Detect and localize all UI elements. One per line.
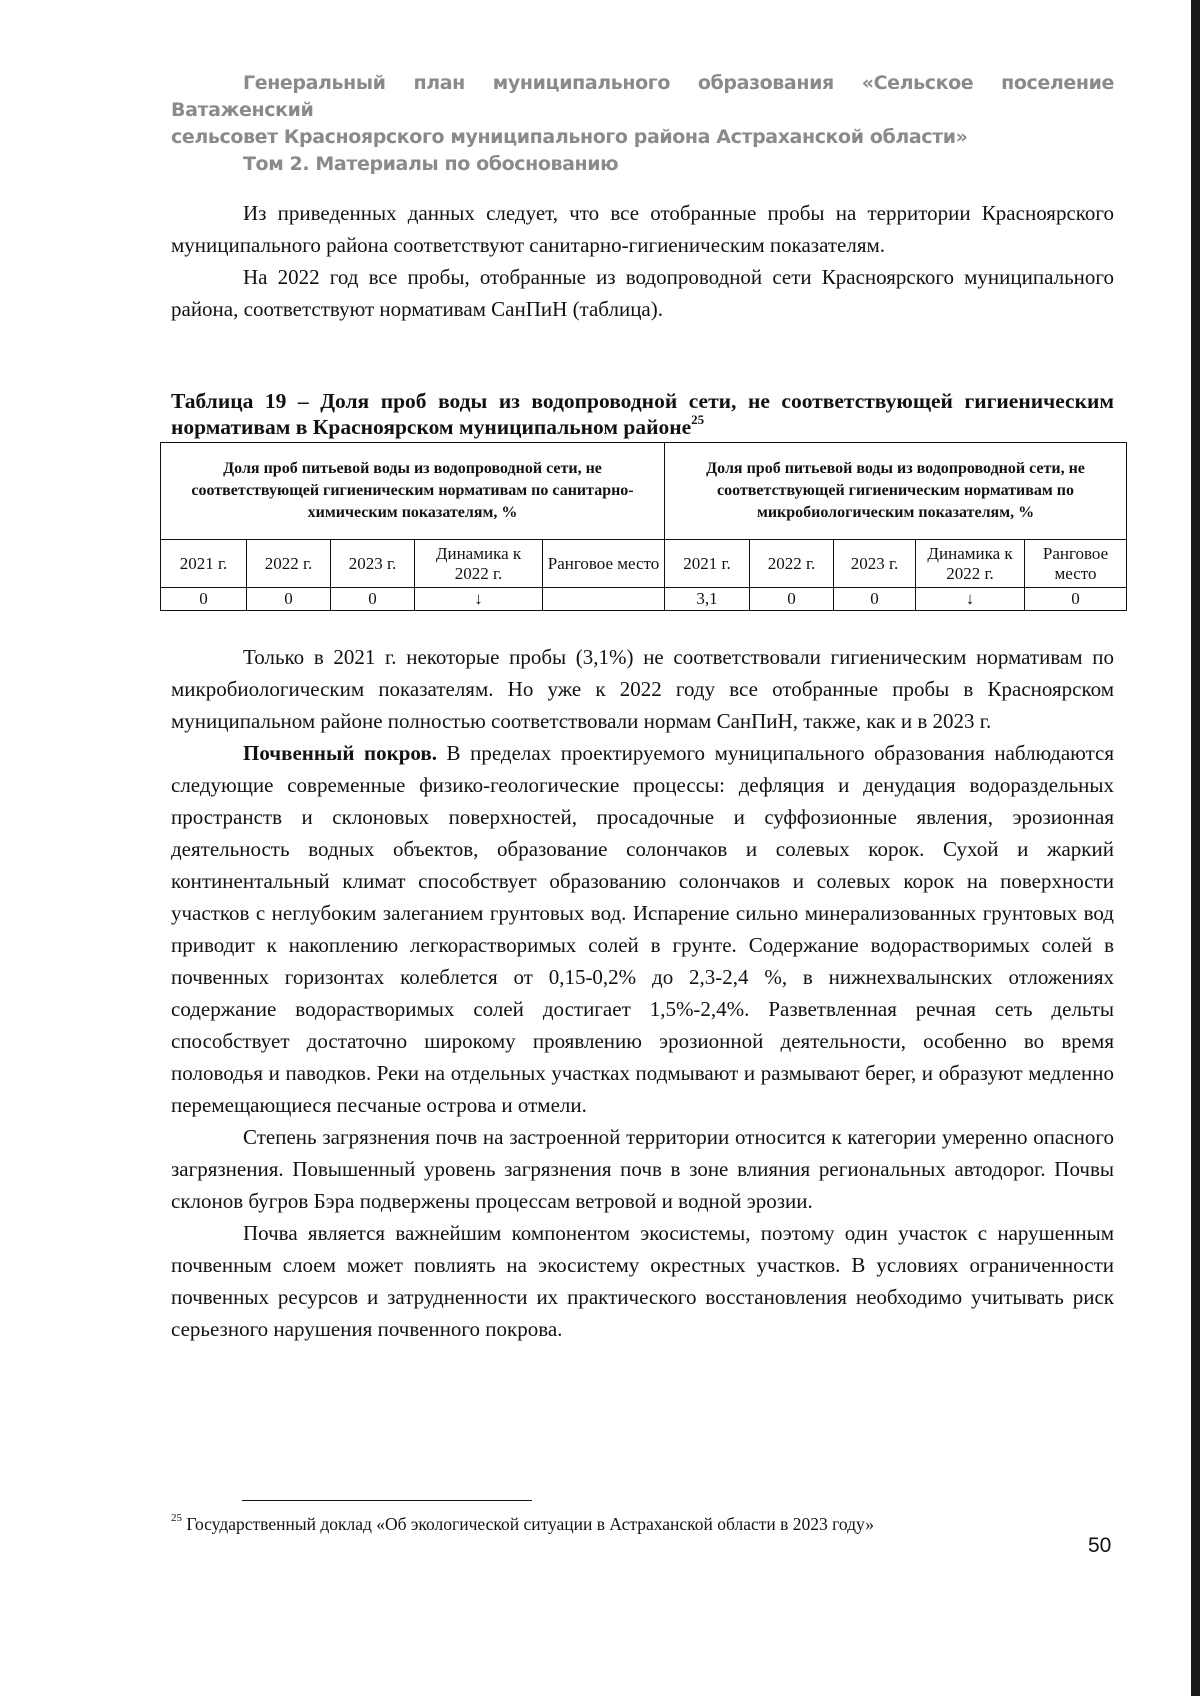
- group-header-microbiological: Доля проб питьевой воды из водопроводной сети, не соответствующей гигиеническим нормативам по микробиологическим показателям, %: [665, 443, 1127, 540]
- table-cell: 0: [331, 588, 415, 611]
- table-row: [161, 588, 1127, 611]
- column-header: 2021 г.: [161, 540, 247, 588]
- table-cell: ↓: [415, 588, 543, 611]
- water-samples-table: [160, 442, 1127, 611]
- column-header: Ранговое место: [1025, 540, 1127, 588]
- table-cell: 0: [247, 588, 331, 611]
- column-header: 2022 г.: [247, 540, 331, 588]
- table-cell: 0: [750, 588, 834, 611]
- table-column-header-row: [161, 540, 1127, 588]
- paragraph-intro-2: На 2022 год все пробы, отобранные из водопроводной сети Красноярского муниципального района, соответствуют нормативам СанПиН (таблица).: [171, 265, 1114, 321]
- column-header: 2022 г.: [750, 540, 834, 588]
- soil-cover-heading: Почвенный покров.: [243, 741, 437, 765]
- paragraph-soil-cover: [171, 737, 1114, 1121]
- page-edge-strip: [1191, 0, 1200, 1696]
- header-line-1: Генеральный план муниципального образования «Сельское поселение Ватаженский: [171, 72, 1114, 121]
- column-header: 2023 г.: [331, 540, 415, 588]
- table-cell: 3,1: [665, 588, 750, 611]
- column-header: 2021 г.: [665, 540, 750, 588]
- table-cell: 0: [161, 588, 247, 611]
- soil-cover-text: В пределах проектируемого муниципального образования наблюдаются следующие современные физико-геологические процессы: дефляция и денудация водораздельных пространств и склоновых поверхностей, просадочные и суффозионные явления, эрозионная деятельность водных объектов, образование солончаков и солевых корок. Сухой и жаркий континентальный климат способствует образованию солончаков и солевых корок на поверхности участков с неглубоким залеганием грунтовых вод. Испарение сильно минерализованных грунтовых вод приводит к накоплению легкорастворимых солей в грунте. Содержание водорастворимых солей в почвенных горизонтах колеблется от 0,15-0,2% до 2,3-2,4 %, в нижнехвалынских отложениях содержание водорастворимых солей достигает 1,5%-2,4%. Разветвленная речная сеть дельты способствует достаточно широкому проявлению эрозионной деятельности, особенно во время половодья и паводков. Реки на отдельных участках подмывают и размывают берег, и образуют медленно перемещающиеся песчаные острова и отмели.: [171, 741, 1115, 1117]
- table-cell: 0: [834, 588, 916, 611]
- footnote: [171, 1513, 1114, 1535]
- header-line-3: Том 2. Материалы по обоснованию: [243, 153, 619, 175]
- document-header: [171, 70, 1114, 178]
- table-cell: 0: [1025, 588, 1127, 611]
- intro-section: [171, 197, 1114, 325]
- paragraph-soil-pollution: Степень загрязнения почв на застроенной территории относится к категории умеренно опасного загрязнения. Повышенный уровень загрязнения почв в зоне влияния региональных автодорог. Почвы склонов бугров Бэра подвержены процессам ветровой и водной эрозии.: [171, 1125, 1114, 1213]
- header-line-2: сельсовет Красноярского муниципального района Астраханской области»: [171, 126, 968, 148]
- footnote-text: Государственный доклад «Об экологической ситуации в Астраханской области в 2023 году»: [182, 1514, 874, 1534]
- column-header: 2023 г.: [834, 540, 916, 588]
- paragraph-soil-ecosystem: Почва является важнейшим компонентом экосистемы, поэтому один участок с нарушенным почвенным слоем может повлиять на экосистему окрестных участков. В условиях ограниченности почвенных ресурсов и затрудненности их практического восстановления необходимо учитывать риск серьезного нарушения почвенного покрова.: [171, 1221, 1114, 1341]
- main-text-section: [171, 641, 1114, 1345]
- table-caption: [171, 388, 1114, 440]
- paragraph-intro-1: Из приведенных данных следует, что все отобранные пробы на территории Красноярского муниципального района соответствуют санитарно-гигиеническим показателям.: [171, 201, 1114, 257]
- table-caption-text: Таблица 19 – Доля проб воды из водопроводной сети, не соответствующей гигиеническим нормативам в Красноярском муниципальном районе: [171, 389, 1114, 439]
- paragraph-water-summary: Только в 2021 г. некоторые пробы (3,1%) не соответствовали гигиеническим нормативам по микробиологическим показателям. Но уже к 2022 году все отобранные пробы в Красноярском муниципальном районе полностью соответствовали нормам СанПиН, также, как и в 2023 г.: [171, 645, 1114, 733]
- table-cell: [543, 588, 665, 611]
- group-header-chemical: Доля проб питьевой воды из водопроводной сети, не соответствующей гигиеническим нормативам по санитарно-химическим показателям, %: [161, 443, 665, 540]
- column-header: Ранговое место: [543, 540, 665, 588]
- table-group-header-row: [161, 443, 1127, 540]
- column-header: Динамика к 2022 г.: [916, 540, 1025, 588]
- column-header: Динамика к 2022 г.: [415, 540, 543, 588]
- table-cell: ↓: [916, 588, 1025, 611]
- footnote-separator: [242, 1500, 532, 1501]
- footnote-ref: 25: [171, 1512, 182, 1524]
- caption-footnote-ref: 25: [691, 412, 705, 427]
- page-number: 50: [1088, 1534, 1112, 1557]
